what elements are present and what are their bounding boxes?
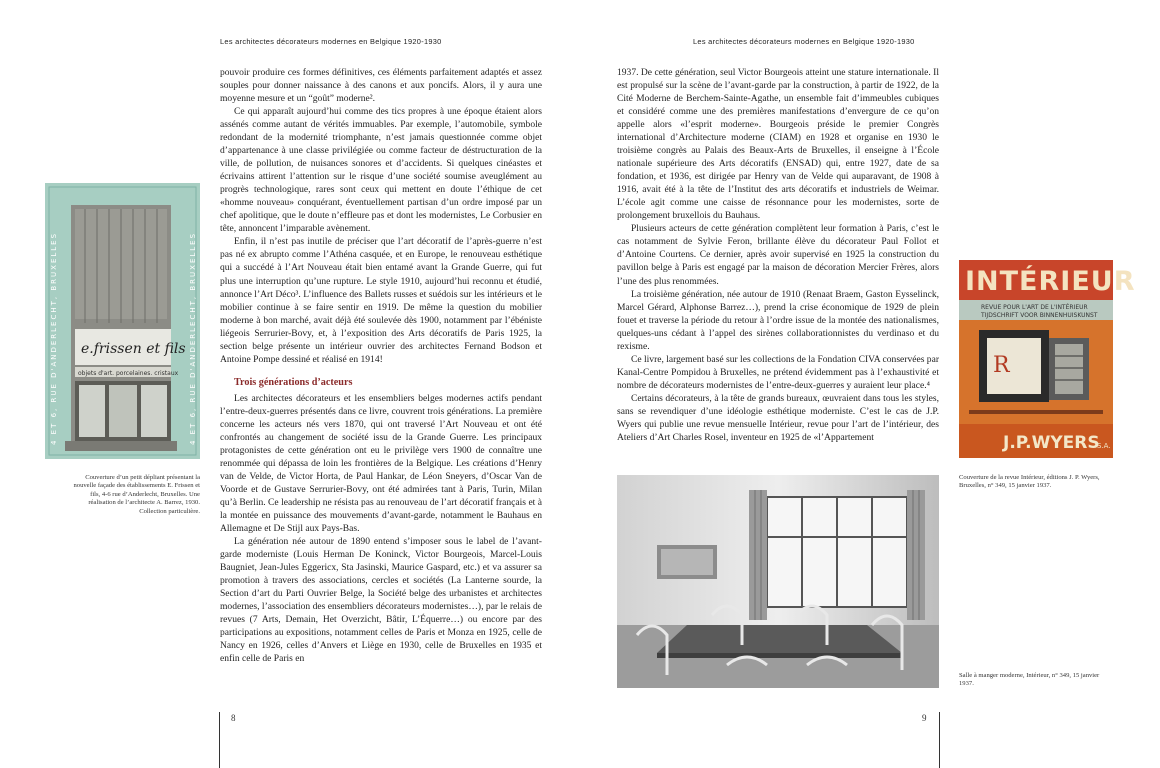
building-facade-illustration (45, 183, 200, 459)
running-header-right: Les architectes décorateurs modernes en Belgique 1920-1930 (693, 37, 915, 46)
paragraph: La génération née autour de 1890 entend s’imposer sous le label de l’avant-garde moderniste (Louis Herman De Koninck, Victor Bourgeois, Marcel-Louis Baugniet, Jean-Jules Eggericx, Sta Jasinski, Maurice Gaspard, etc.) et va assurer sa promotion à travers des associations, cercles et sociétés (La Lanterne sourde, la Section d’art du Parti Ouvrier Belge, la Société belge des urbanistes et architectes modernes, l’association des ensembliers décorateurs modernistes…), par le relais de revues (7 Arts, Demain, Het Overzicht, Bâtir, L’Équerre…) ou encore par des participations au expositions, notamment celles de Paris et Monza en 1925, celle de Nancy en 1926, celles d’Anvers et Liège en 1930, celle de Bruxelles en 1935 et enfin celle de Paris en (220, 536, 542, 665)
section-heading: Trois générations d’acteurs (234, 376, 353, 388)
cover-publisher: J.P.WYERS (1003, 433, 1100, 453)
paragraph: Plusieurs acteurs de cette génération complètent leur formation à Paris, c’est le cas notamment de Sylvie Feron, brillante élève du décorateur Paul Follot et d’Antoine Courtens. Ce dernier, après avoir supervisé en 1925 la construction du pavillon belge à Paris est engagé par la maison de décoration Mercier Frères, alors l’une des plus renommées. (617, 223, 939, 287)
cover-title: INTÉRIEUR (965, 266, 1136, 297)
paragraph: Ce livre, largement basé sur les collections de la Fondation CIVA conservées par Kanal-Centre Pompidou à Bruxelles, ne prétend évidemment pas à l’exhaustivité et nombre de décorateurs modernistes de l’entre-deux-guerres y auraient leur place.⁴ (617, 353, 939, 391)
paragraph: La troisième génération, née autour de 1910 (Renaat Braem, Gaston Eysselinck, Marcel Gérard, Alphonse Barrez…), prend la crise économique de 1929 de plein fouet et traverse la période du retour à l’ordre issue de la montée des nationalismes, quelques-uns cédant à l’appel des sirènes collaborationnistes du verdinaso et du rexisme. (617, 288, 939, 352)
left-figure-caption: Couverture d’un petit dépliant présentant la nouvelle façade des établissements E. Frissen et fils, 4-6 rue d’Anderlecht, Bruxelles. Une réalisation de l’architecte A. Barrez, 1930. Collection particulière. (73, 474, 200, 515)
right-vertical-rule (939, 712, 940, 768)
svg-text:REVUE POUR L'ART DE L'INTÉRIEU: REVUE POUR L'ART DE L'INTÉRIEUR (981, 304, 1088, 311)
right-figure-caption-bottom: Salle à manger moderne, Intérieur, n° 349, 15 janvier 1937. (959, 672, 1100, 688)
right-figure-caption-top: Couverture de la revue Intérieur, éditions J. P. Wyers, Bruxelles, n° 349, 15 janvier 1937. (959, 474, 1100, 490)
page-number-left: 8 (231, 713, 236, 723)
page-number-right: 9 (922, 713, 927, 723)
paragraph: pouvoir produire ces formes définitives, ces éléments parfaitement adaptés et assez souples pour donner naissance à des canons et aux poncifs. Alors, il y aura une moyenne mesure et un “goût” moderne². (220, 67, 542, 105)
svg-text:S.A.: S.A. (1097, 442, 1111, 450)
side-address-text-right: 4 ET 6, RUE D'ANDERLECHT, BRUXELLES (189, 231, 197, 445)
running-header-left: Les architectes décorateurs modernes en Belgique 1920-1930 (220, 37, 442, 46)
interieur-magazine-cover (959, 260, 1136, 458)
paragraph: Ce qui apparaît aujourd’hui comme des tics propres à une époque étaient alors assénés comme autant de vérités immuables. Par exemple, l’automobile, symbole redondant de la modernité triomphante, n’est jamais questionnée comme objet d’appartenance à une classe privilégiée ou comme facteur de déstructuration de la ville, de pollution, de nuisances sonores et d’accidents. Si quelques cinéastes et écrivains attirent l’attention sur le risque d’une société soumise aveuglément au progrès technologique, rares sont ceux qui mettent en doute l’éthique de cet «homme nouveau» conquérant, éventuellement partisan d’un ordre imposé par un chef apolitique, que le doute n’effleure pas et dont les modernistes, Le Corbusier en tête, annoncent l’imparable avènement. (220, 106, 542, 235)
svg-text:R: R (993, 353, 1010, 378)
frissen-sign-text: e.frissen et fils (81, 341, 186, 357)
svg-text:TIJDSCHRIFT VOOR BINNENHUISKUN: TIJDSCHRIFT VOOR BINNENHUISKUNST (981, 312, 1098, 319)
dining-room-photo (617, 475, 939, 688)
paragraph: Enfin, il n’est pas inutile de préciser que l’art décoratif de l’après-guerre n’est pas né ex abrupto comme l’Athéna casquée, et en Europe, le renouveau esthétique qui a succédé à l’Art Nouveau était bien entamé avant la Grande Guerre, qui fut plus une interruption qu’une rupture. Le style 1910, aujourd’hui reconnu et étudié, annonce l’Art Déco³. L’influence des Ballets russes et suédois sur les intérieurs et le mobilier continue à se faire sentir en 1919. De même la question du mobilier moderne à bon marché, avait déjà été soulevée dès 1900, notamment par l’ébéniste liégeois Serrurier-Bovy, et, à l’exposition des Arts décoratifs de Paris 1925, la section belge présente un intérieur ouvrier des architectes Fernand Bodson et Antoine Pompe dessiné et réalisé en 1914! (220, 236, 542, 365)
dining-room-illustration (617, 475, 939, 688)
paragraph: Les architectes décorateurs et les ensembliers belges modernes actifs pendant l’entre-deux-guerres présentés dans ce livre, couvrent trois générations. La première concerne les acteurs nés vers 1870, qui ont traversé l’Art Nouveau et ont été confrontés au changement de société issu de la Grande Guerre. Les principaux protagonistes de cette génération ont eu le privilège vers 1900 de connaître une renommée qui dépassa de loin les frontières de la Belgique. Les créations d’Henry van de Velde, de Victor Horta, de Paul Hankar, de Léon Sneyers, d’Oscar Van de Voorde et de Gustave Serrurier-Bovy, ont été admirées tant à Paris, Turin, Milan qu’à Berlin. Ce leadership ne résista pas au renouveau de l’art décoratif français et à la montée en puissance des mouvements d’avant-garde, notamment le Bauhaus en Allemagne et De Stijl aux Pays-Bas. (220, 392, 542, 535)
paragraph: Certains décorateurs, à la tête de grands bureaux, œuvraient dans tous les styles, sans se revendiquer d’une idéologie esthétique moderniste. C’est le cas de J.P. Wyers qui publie une revue mensuelle Intérieur, revue pour l’art de l’intérieur, des Ateliers d’Art Charles Rosel, inventeur en 1925 de «l’Appartement (617, 392, 939, 443)
side-address-text-left: 4 ET 6, RUE D'ANDERLECHT, BRUXELLES (50, 231, 58, 445)
frissen-brochure-image (45, 183, 200, 459)
left-page-text (220, 66, 542, 665)
paragraph: 1937. De cette génération, seul Victor Bourgeois atteint une stature internationale. Il est propulsé sur la scène de l’avant-garde par la construction, à partir de 1922, de la Cité Moderne de Berchem-Sainte-Agathe, un ensemble fait d’immeubles cubiques et considéré comme une des premières manifestations d’envergure de ce qu’on appelle alors «l’esprit moderne». Bourgeois préside le premier Congrès international d’Architecture moderne (CIAM) en 1928 et organise en 1930 le troisième congrès au Palais des Beaux-Arts de Bruxelles, il enseigne à l’École nationale supérieure des Arts décoratifs (ENSAD) qui, entre 1927, date de sa fondation, et 1936, est dirigée par Henry van de Velde qui auparavant, de 1908 à 1916, avait été à la tête de l’Institut des arts décoratifs et industriels de Weimar. L’école agit comme une caisse de résonnance pour les modernistes, sorte de prolongement bruxellois du Bauhaus. (617, 67, 939, 222)
svg-text:objets d'art. porcelaines. cri: objets d'art. porcelaines. cristaux (78, 370, 179, 377)
left-vertical-rule (219, 712, 220, 768)
magazine-cover-illustration (959, 260, 1136, 458)
right-page-text (617, 66, 939, 444)
